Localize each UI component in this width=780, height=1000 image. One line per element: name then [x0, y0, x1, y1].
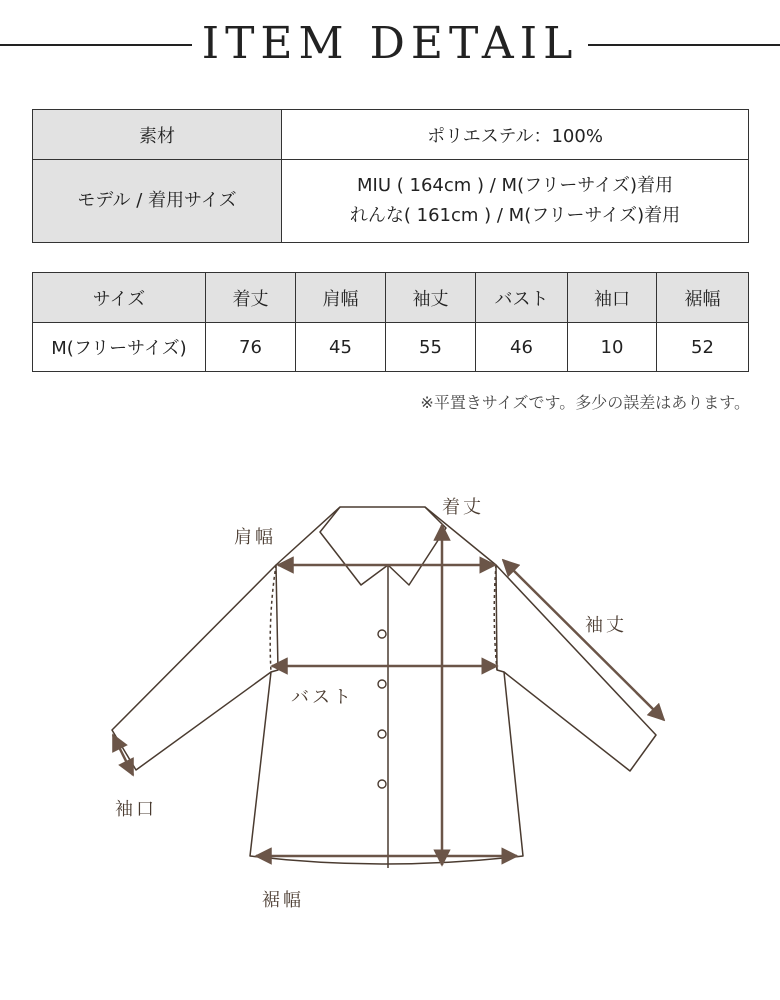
left-armhole-seam: [270, 565, 276, 672]
title-divider-left: [0, 44, 192, 46]
model-row: [33, 160, 749, 243]
size-cell-length: 76: [206, 323, 296, 372]
cuff-arrow: [113, 735, 133, 775]
material-label: 素材: [33, 110, 282, 160]
button: [378, 680, 386, 688]
label-cuff: 袖口: [115, 799, 157, 820]
shirt-body-outline: [250, 507, 523, 864]
size-header-length: 着丈: [206, 273, 296, 323]
size-table: [32, 272, 749, 372]
right-sleeve-outline: [496, 565, 656, 771]
button: [378, 630, 386, 638]
size-cell-sleeve: 55: [386, 323, 476, 372]
size-cell-bust: 46: [476, 323, 568, 372]
size-header-size: サイズ: [33, 273, 206, 323]
button: [378, 780, 386, 788]
material-value: ポリエステル：100%: [282, 110, 749, 160]
size-table-row: [33, 323, 749, 372]
size-cell-cuff: 10: [568, 323, 657, 372]
garment-diagram: [0, 440, 780, 1000]
shirt-collar: [320, 507, 446, 585]
page-title: ITEM DETAIL: [201, 18, 579, 69]
label-shoulder: 肩幅: [234, 527, 276, 548]
size-cell-hem: 52: [657, 323, 749, 372]
size-cell-shoulder: 45: [296, 323, 386, 372]
sleeve-length-arrow: [503, 560, 664, 720]
size-header-bust: バスト: [476, 273, 568, 323]
buttons: [378, 630, 386, 788]
material-row: [33, 110, 749, 160]
button: [378, 730, 386, 738]
label-sleeve-length: 袖丈: [585, 615, 627, 636]
size-header-sleeve: 袖丈: [386, 273, 476, 323]
title-divider-right: [588, 44, 780, 46]
size-header-hem: 裾幅: [657, 273, 749, 323]
left-sleeve-outline: [112, 565, 276, 770]
label-bust: バスト: [291, 687, 354, 708]
measurement-note: ※平置きサイズです。多少の誤差はあります。: [420, 393, 750, 412]
label-length: 着丈: [442, 497, 484, 518]
material-table: [32, 109, 749, 243]
size-table-header-row: [33, 273, 749, 323]
size-header-shoulder: 肩幅: [296, 273, 386, 323]
model-value: [282, 160, 749, 243]
label-hem: 裾幅: [262, 890, 304, 911]
model-value-line-1: MIU ( 164cm ) / M(フリーサイズ)着用: [357, 175, 673, 196]
title-row: [0, 14, 780, 74]
model-value-line-2: れんな( 161cm ) / M(フリーサイズ)着用: [349, 205, 681, 226]
size-cell-size: M(フリーサイズ): [33, 323, 206, 372]
size-header-cuff: 袖口: [568, 273, 657, 323]
model-label: モデル / 着用サイズ: [33, 160, 282, 243]
diagram-labels: [115, 497, 627, 911]
